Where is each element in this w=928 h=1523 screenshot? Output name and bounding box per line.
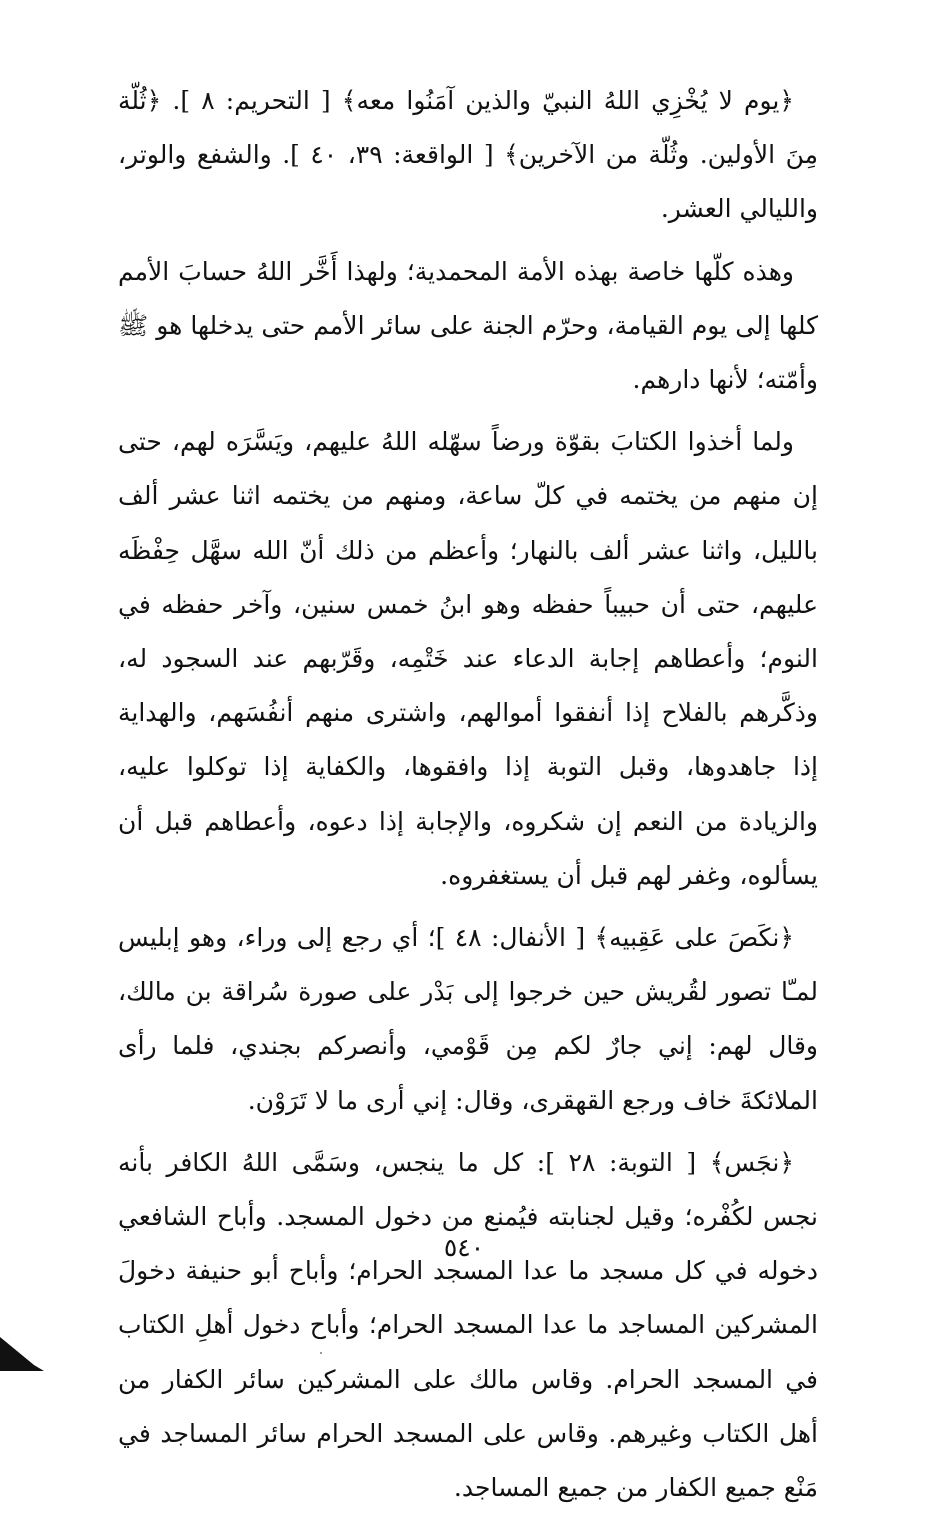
body-text: [118, 74, 818, 1523]
scan-edge-shadow: [0, 1325, 44, 1371]
paragraph-1: ﴿يوم لا يُخْزِي اللهُ النبيّ والذين آمَنُوا معه﴾ [ التحريم: ٨ ]. ﴿ثُلّة مِنَ الأولين. وثُلّة من الآخرين﴾ [ الواقعة: ٣٩، ٤٠ ]. والشفع والوتر، والليالي العشر.: [118, 86, 818, 224]
scan-speck: [320, 1352, 322, 1354]
paragraph-3: ولما أخذوا الكتابَ بقوّة ورضاً سهّله اللهُ عليهم، ويَسَّرَه لهم، حتى إن منهم من يختمه في كلّ ساعة، ومنهم من يختمه اثنا عشر ألف بالليل، واثنا عشر ألف بالنهار؛ وأعظم من ذلك أنّ الله سهَّل حِفْظَه عليهم، حتى أن حبيباً حفظه وهو ابنُ خمس سنين، وآخر حفظه في النوم؛ وأعطاهم إجابة الدعاء عند خَتْمِه، وقَرّبهم عند السجود له، وذكَّرهم بالفلاح إذا أنفقوا أموالهم، واشترى منهم أنفُسَهم، والهداية إذا جاهدوها، وقبل التوبة إذا وافقوها، والكفاية إذا توكلوا عليه، والزيادة من النعم إن شكروه، والإجابة إذا دعوه، وأعطاهم قبل أن يسألوه، وغفر لهم قبل أن يستغفروه.: [118, 427, 818, 890]
paragraph-4: ﴿نكَصَ على عَقِبيه﴾ [ الأنفال: ٤٨ ]؛ أي رجع إلى وراء، وهو إبليس لمـّا تصور لقُريش حين خرجوا إلى بَدْر على صورة سُراقة بن مالك، وقال لهم: إني جارٌ لكم مِن قَوْمي، وأنصركم بجندي، فلما رأى الملائكةَ خاف ورجع القهقرى، وقال: إني أرى ما لا تَرَوْن.: [118, 923, 818, 1115]
paragraph-5: ﴿نجَس﴾ [ التوبة: ٢٨ ]: كل ما ينجس، وسَمَّى اللهُ الكافر بأنه نجس لكُفْره؛ وقيل لجنابته فيُمنع من دخول المسجد. وأباح الشافعي دخوله في كل مسجد ما عدا المسجد الحرام؛ وأباح أبو حنيفة دخولَ المشركين المساجد ما عدا المسجد الحرام؛ وأباح دخول أهلِ الكتاب في المسجد الحرام. وقاس مالك على المشركين سائر الكفار من أهل الكتاب وغيرهم. وقاس على المسجد الحرام سائر المساجد في مَنْع جميع الكفار من جميع المساجد.: [118, 1147, 818, 1503]
page-number: ٥٤٠: [443, 1233, 485, 1262]
paragraph-2: وهذه كلّها خاصة بهذه الأمة المحمدية؛ ولهذا أَخَّر اللهُ حسابَ الأمم كلها إلى يوم القيامة، وحرّم الجنة على سائر الأمم حتى يدخلها هو ﷺ وأمّته؛ لأنها دارهم.: [118, 256, 818, 395]
